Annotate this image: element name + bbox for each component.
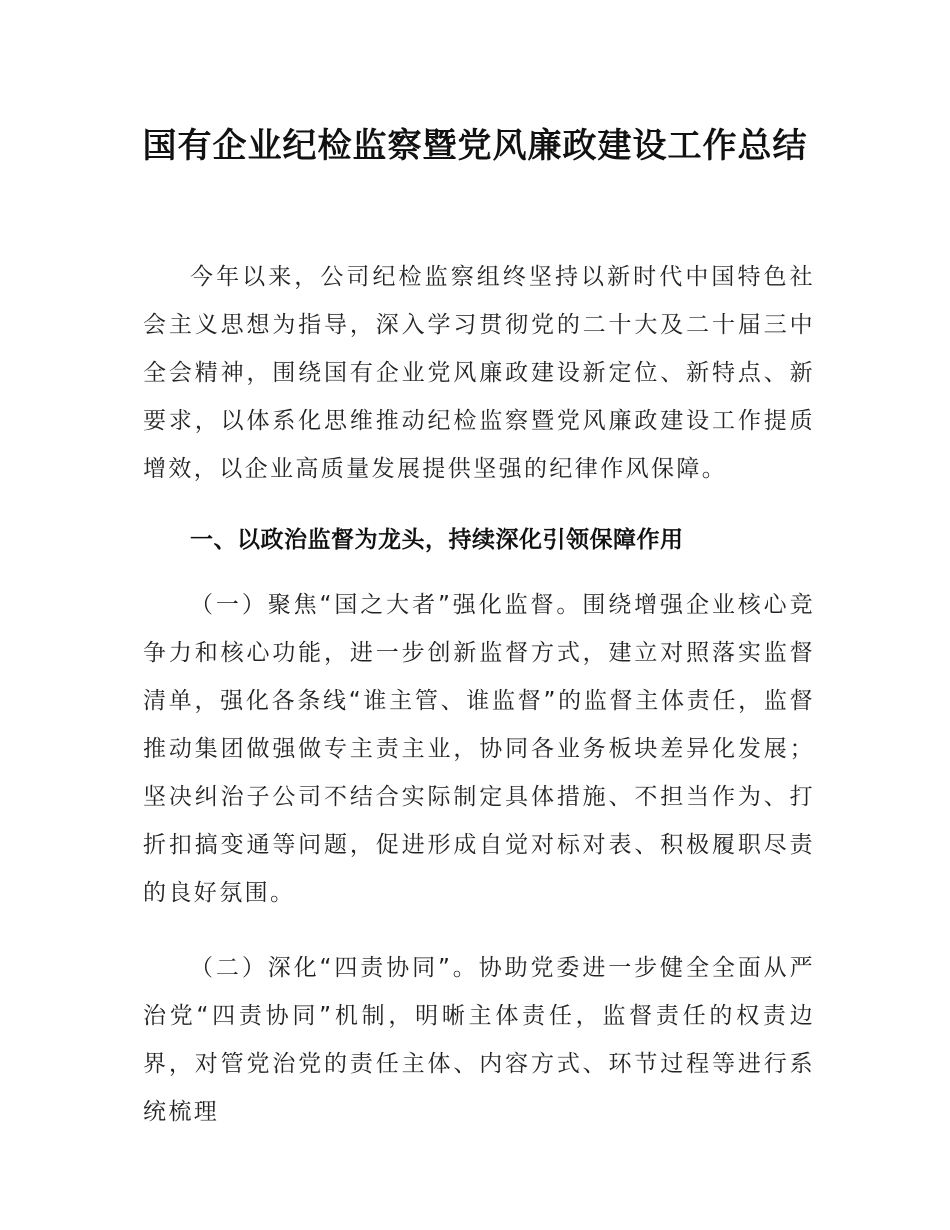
document-title: 国有企业纪检监察暨党风廉政建设工作总结 (142, 126, 808, 166)
section-heading: 一、以政治监督为龙头，持续深化引领保障作用 (190, 527, 684, 553)
intro-paragraph: 今年以来，公司纪检监察组终坚持以新时代中国特色社会主义思想为指导，深入学习贯彻党的二十大及二十届三中全会精神，围绕国有企业党风廉政建设新定位、新特点、新要求，以体系化思维推动纪检监察暨党风廉政建设工作提质增效，以企业高质量发展提供坚强的纪律作风保障。 (143, 264, 815, 482)
section-paragraph-2: （二）深化“四责协同”。协助党委进一步健全全面从严治党“四责协同”机制，明晰主体责任，监督责任的权责边界，对管党治党的责任主体、内容方式、环节过程等进行系统梳理 (143, 955, 815, 1125)
section-paragraph-1: （一）聚焦“国之大者”强化监督。围绕增强企业核心竞争力和核心功能，进一步创新监督方式，建立对照落实监督清单，强化各条线“谁主管、谁监督”的监督主体责任，监督推动集团做强做专主责主业，协同各业务板块差异化发展；坚决纠治子公司不结合实际制定具体措施、不担当作为、打折扣搞变通等问题，促进形成自觉对标对表、积极履职尽责的良好氛围。 (143, 592, 815, 906)
